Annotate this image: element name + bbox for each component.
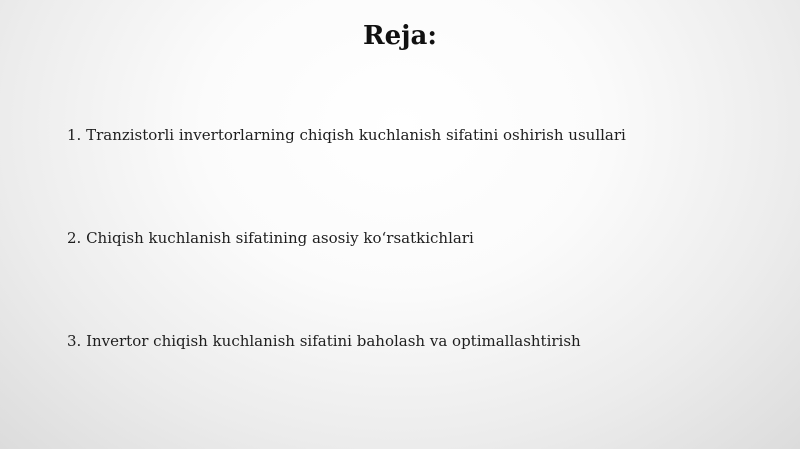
plan-item-1: 1. Tranzistorli invertorlarning chiqish kuchlanish sifatini oshirish usullari (67, 126, 626, 144)
plan-item-2: 2. Chiqish kuchlanish sifatining asosiy ko‘rsatkichlari (67, 229, 474, 247)
slide-title: Reja: (362, 21, 437, 51)
plan-item-3: 3. Invertor chiqish kuchlanish sifatini baholash va optimallashtirish (67, 332, 581, 350)
